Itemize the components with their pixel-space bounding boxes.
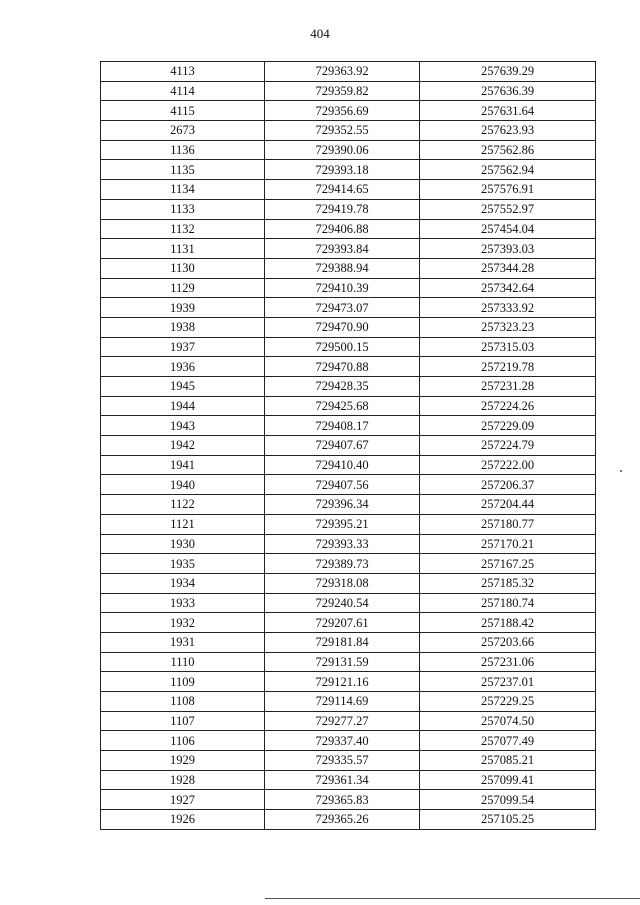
table-row xyxy=(101,62,596,82)
table-row xyxy=(101,711,596,731)
point-id-cell: 1109 xyxy=(101,672,265,692)
table-row xyxy=(101,357,596,377)
point-id-cell: 1106 xyxy=(101,731,265,751)
table-row xyxy=(101,692,596,712)
point-id-cell: 1133 xyxy=(101,199,265,219)
x-coordinate-cell: 729121.16 xyxy=(265,672,420,692)
y-coordinate-cell: 257639.29 xyxy=(420,62,596,82)
x-coordinate-cell: 729395.21 xyxy=(265,514,420,534)
y-coordinate-cell: 257237.01 xyxy=(420,672,596,692)
point-id-cell: 1131 xyxy=(101,239,265,259)
table-row xyxy=(101,731,596,751)
y-coordinate-cell: 257170.21 xyxy=(420,534,596,554)
table-row xyxy=(101,219,596,239)
x-coordinate-cell: 729406.88 xyxy=(265,219,420,239)
x-coordinate-cell: 729419.78 xyxy=(265,199,420,219)
point-id-cell: 1134 xyxy=(101,180,265,200)
point-id-cell: 4113 xyxy=(101,62,265,82)
point-id-cell: 1940 xyxy=(101,475,265,495)
x-coordinate-cell: 729428.35 xyxy=(265,377,420,397)
table-row xyxy=(101,278,596,298)
point-id-cell: 1926 xyxy=(101,810,265,830)
y-coordinate-cell: 257229.09 xyxy=(420,416,596,436)
x-coordinate-cell: 729389.73 xyxy=(265,554,420,574)
y-coordinate-cell: 257552.97 xyxy=(420,199,596,219)
x-coordinate-cell: 729114.69 xyxy=(265,692,420,712)
y-coordinate-cell: 257099.54 xyxy=(420,790,596,810)
x-coordinate-cell: 729396.34 xyxy=(265,495,420,515)
x-coordinate-cell: 729131.59 xyxy=(265,652,420,672)
x-coordinate-cell: 729410.39 xyxy=(265,278,420,298)
x-coordinate-cell: 729393.84 xyxy=(265,239,420,259)
table-row xyxy=(101,298,596,318)
coordinates-table-body xyxy=(101,62,596,830)
table-row xyxy=(101,81,596,101)
table-row xyxy=(101,790,596,810)
point-id-cell: 1934 xyxy=(101,573,265,593)
point-id-cell: 1932 xyxy=(101,613,265,633)
y-coordinate-cell: 257185.32 xyxy=(420,573,596,593)
y-coordinate-cell: 257342.64 xyxy=(420,278,596,298)
table-row xyxy=(101,377,596,397)
y-coordinate-cell: 257631.64 xyxy=(420,101,596,121)
table-row xyxy=(101,317,596,337)
y-coordinate-cell: 257167.25 xyxy=(420,554,596,574)
footer-rule xyxy=(265,898,640,899)
x-coordinate-cell: 729181.84 xyxy=(265,632,420,652)
x-coordinate-cell: 729337.40 xyxy=(265,731,420,751)
table-row xyxy=(101,770,596,790)
x-coordinate-cell: 729365.83 xyxy=(265,790,420,810)
table-row xyxy=(101,613,596,633)
scan-speck xyxy=(620,470,622,472)
x-coordinate-cell: 729500.15 xyxy=(265,337,420,357)
table-row xyxy=(101,751,596,771)
y-coordinate-cell: 257099.41 xyxy=(420,770,596,790)
point-id-cell: 1941 xyxy=(101,455,265,475)
table-row xyxy=(101,396,596,416)
table-row xyxy=(101,672,596,692)
y-coordinate-cell: 257393.03 xyxy=(420,239,596,259)
point-id-cell: 1108 xyxy=(101,692,265,712)
point-id-cell: 1944 xyxy=(101,396,265,416)
table-row xyxy=(101,199,596,219)
x-coordinate-cell: 729318.08 xyxy=(265,573,420,593)
y-coordinate-cell: 257085.21 xyxy=(420,751,596,771)
y-coordinate-cell: 257180.74 xyxy=(420,593,596,613)
x-coordinate-cell: 729356.69 xyxy=(265,101,420,121)
x-coordinate-cell: 729473.07 xyxy=(265,298,420,318)
x-coordinate-cell: 729207.61 xyxy=(265,613,420,633)
y-coordinate-cell: 257206.37 xyxy=(420,475,596,495)
y-coordinate-cell: 257636.39 xyxy=(420,81,596,101)
x-coordinate-cell: 729470.90 xyxy=(265,317,420,337)
x-coordinate-cell: 729359.82 xyxy=(265,81,420,101)
y-coordinate-cell: 257229.25 xyxy=(420,692,596,712)
x-coordinate-cell: 729414.65 xyxy=(265,180,420,200)
table-row xyxy=(101,810,596,830)
x-coordinate-cell: 729407.67 xyxy=(265,436,420,456)
table-row xyxy=(101,554,596,574)
y-coordinate-cell: 257077.49 xyxy=(420,731,596,751)
y-coordinate-cell: 257224.79 xyxy=(420,436,596,456)
point-id-cell: 1939 xyxy=(101,298,265,318)
y-coordinate-cell: 257222.00 xyxy=(420,455,596,475)
x-coordinate-cell: 729408.17 xyxy=(265,416,420,436)
table-row xyxy=(101,573,596,593)
y-coordinate-cell: 257344.28 xyxy=(420,258,596,278)
x-coordinate-cell: 729390.06 xyxy=(265,140,420,160)
table-row xyxy=(101,121,596,141)
point-id-cell: 1929 xyxy=(101,751,265,771)
point-id-cell: 1930 xyxy=(101,534,265,554)
y-coordinate-cell: 257074.50 xyxy=(420,711,596,731)
y-coordinate-cell: 257623.93 xyxy=(420,121,596,141)
y-coordinate-cell: 257203.66 xyxy=(420,632,596,652)
table-row xyxy=(101,436,596,456)
y-coordinate-cell: 257180.77 xyxy=(420,514,596,534)
point-id-cell: 1927 xyxy=(101,790,265,810)
x-coordinate-cell: 729393.33 xyxy=(265,534,420,554)
table-row xyxy=(101,180,596,200)
point-id-cell: 1942 xyxy=(101,436,265,456)
point-id-cell: 1107 xyxy=(101,711,265,731)
y-coordinate-cell: 257323.23 xyxy=(420,317,596,337)
point-id-cell: 1132 xyxy=(101,219,265,239)
point-id-cell: 1136 xyxy=(101,140,265,160)
point-id-cell: 4114 xyxy=(101,81,265,101)
table-row xyxy=(101,593,596,613)
point-id-cell: 1937 xyxy=(101,337,265,357)
table-row xyxy=(101,337,596,357)
table-row xyxy=(101,101,596,121)
point-id-cell: 4115 xyxy=(101,101,265,121)
point-id-cell: 1129 xyxy=(101,278,265,298)
x-coordinate-cell: 729240.54 xyxy=(265,593,420,613)
point-id-cell: 1938 xyxy=(101,317,265,337)
y-coordinate-cell: 257231.28 xyxy=(420,377,596,397)
point-id-cell: 1110 xyxy=(101,652,265,672)
point-id-cell: 1945 xyxy=(101,377,265,397)
x-coordinate-cell: 729407.56 xyxy=(265,475,420,495)
table-row xyxy=(101,416,596,436)
point-id-cell: 1135 xyxy=(101,160,265,180)
table-row xyxy=(101,632,596,652)
y-coordinate-cell: 257188.42 xyxy=(420,613,596,633)
x-coordinate-cell: 729388.94 xyxy=(265,258,420,278)
table-row xyxy=(101,652,596,672)
y-coordinate-cell: 257562.94 xyxy=(420,160,596,180)
x-coordinate-cell: 729335.57 xyxy=(265,751,420,771)
y-coordinate-cell: 257333.92 xyxy=(420,298,596,318)
point-id-cell: 1933 xyxy=(101,593,265,613)
y-coordinate-cell: 257562.86 xyxy=(420,140,596,160)
point-id-cell: 1928 xyxy=(101,770,265,790)
table-row xyxy=(101,140,596,160)
point-id-cell: 1130 xyxy=(101,258,265,278)
y-coordinate-cell: 257231.06 xyxy=(420,652,596,672)
table-row xyxy=(101,495,596,515)
table-row xyxy=(101,514,596,534)
point-id-cell: 1121 xyxy=(101,514,265,534)
x-coordinate-cell: 729393.18 xyxy=(265,160,420,180)
page-number: 404 xyxy=(310,26,330,41)
table-row xyxy=(101,239,596,259)
y-coordinate-cell: 257576.91 xyxy=(420,180,596,200)
table-row xyxy=(101,475,596,495)
point-id-cell: 1935 xyxy=(101,554,265,574)
y-coordinate-cell: 257224.26 xyxy=(420,396,596,416)
x-coordinate-cell: 729361.34 xyxy=(265,770,420,790)
y-coordinate-cell: 257219.78 xyxy=(420,357,596,377)
x-coordinate-cell: 729365.26 xyxy=(265,810,420,830)
point-id-cell: 1943 xyxy=(101,416,265,436)
point-id-cell: 2673 xyxy=(101,121,265,141)
x-coordinate-cell: 729425.68 xyxy=(265,396,420,416)
y-coordinate-cell: 257454.04 xyxy=(420,219,596,239)
x-coordinate-cell: 729352.55 xyxy=(265,121,420,141)
table-row xyxy=(101,258,596,278)
point-id-cell: 1931 xyxy=(101,632,265,652)
y-coordinate-cell: 257315.03 xyxy=(420,337,596,357)
y-coordinate-cell: 257105.25 xyxy=(420,810,596,830)
point-id-cell: 1936 xyxy=(101,357,265,377)
x-coordinate-cell: 729410.40 xyxy=(265,455,420,475)
x-coordinate-cell: 729363.92 xyxy=(265,62,420,82)
table-row xyxy=(101,534,596,554)
x-coordinate-cell: 729470.88 xyxy=(265,357,420,377)
point-id-cell: 1122 xyxy=(101,495,265,515)
table-row xyxy=(101,455,596,475)
x-coordinate-cell: 729277.27 xyxy=(265,711,420,731)
y-coordinate-cell: 257204.44 xyxy=(420,495,596,515)
coordinates-table xyxy=(100,61,596,830)
table-row xyxy=(101,160,596,180)
